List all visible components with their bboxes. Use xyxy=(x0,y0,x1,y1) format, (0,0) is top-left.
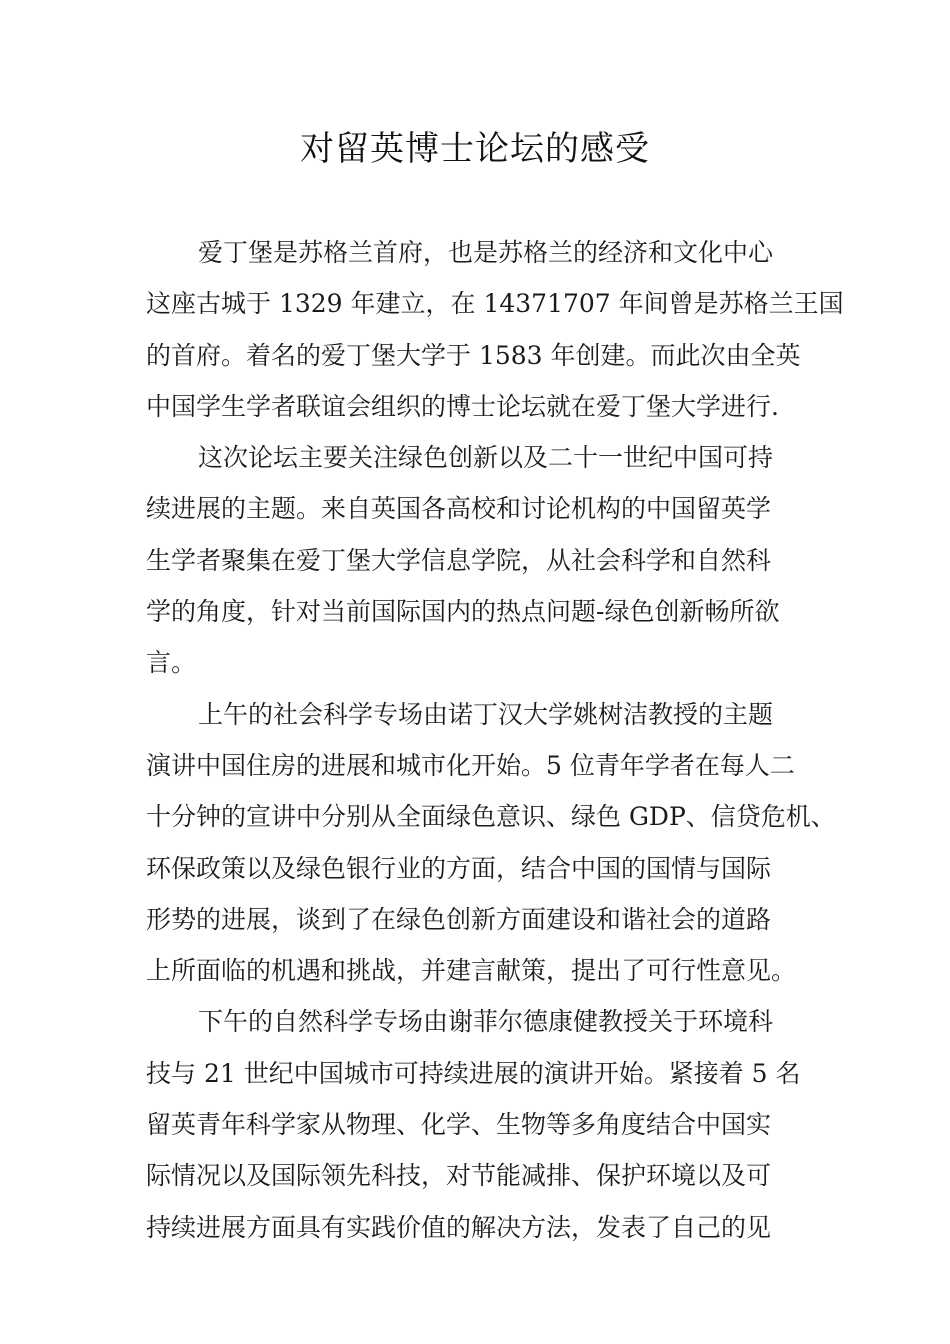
text-line: 上午的社会科学专场由诺丁汉大学姚树洁教授的主题 xyxy=(198,699,774,729)
document-title: 对留英博士论坛的感受 xyxy=(300,129,650,169)
document-body xyxy=(146,227,844,1253)
text-line: 续进展的主题。来自英国各高校和讨论机构的中国留英学 xyxy=(146,494,772,524)
text-line: 的首府。着名的爱丁堡大学于 1583 年创建。而此次由全英 xyxy=(146,340,801,370)
text-line: 持续进展方面具有实践价值的解决方法，发表了自己的见 xyxy=(146,1212,772,1242)
text-line: 上所面临的机遇和挑战，并建言献策，提出了可行性意见。 xyxy=(146,956,797,986)
text-line: 际情况以及国际领先科技，对节能减排、保护环境以及可 xyxy=(146,1161,772,1191)
text-line: 留英青年科学家从物理、化学、生物等多角度结合中国实 xyxy=(146,1110,772,1140)
text-line: 形势的进展，谈到了在绿色创新方面建设和谐社会的道路 xyxy=(146,904,772,934)
text-line: 技与 21 世纪中国城市可持续进展的演讲开始。紧接着 5 名 xyxy=(146,1058,801,1088)
text-line: 这座古城于 1329 年建立，在 14371707 年间曾是苏格兰王国 xyxy=(146,289,844,319)
text-line: 生学者聚集在爱丁堡大学信息学院，从社会科学和自然科 xyxy=(146,545,772,575)
text-line: 言。 xyxy=(146,648,197,678)
text-line: 环保政策以及绿色银行业的方面，结合中国的国情与国际 xyxy=(146,853,772,883)
text-line: 十分钟的宣讲中分别从全面绿色意识、绿色 GDP、信贷危机、 xyxy=(146,802,836,832)
text-line: 学的角度，针对当前国际国内的热点问题-绿色创新畅所欲 xyxy=(146,597,780,627)
text-line: 爱丁堡是苏格兰首府，也是苏格兰的经济和文化中心 xyxy=(198,238,774,267)
text-line: 这次论坛主要关注绿色创新以及二十一世纪中国可持 xyxy=(198,443,774,473)
text-line: 演讲中国住房的进展和城市化开始。5 位青年学者在每人二 xyxy=(146,750,795,780)
text-line: 中国学生学者联谊会组织的博士论坛就在爱丁堡大学进行. xyxy=(146,391,779,421)
text-line: 下午的自然科学专场由谢菲尔德康健教授关于环境科 xyxy=(198,1007,774,1037)
